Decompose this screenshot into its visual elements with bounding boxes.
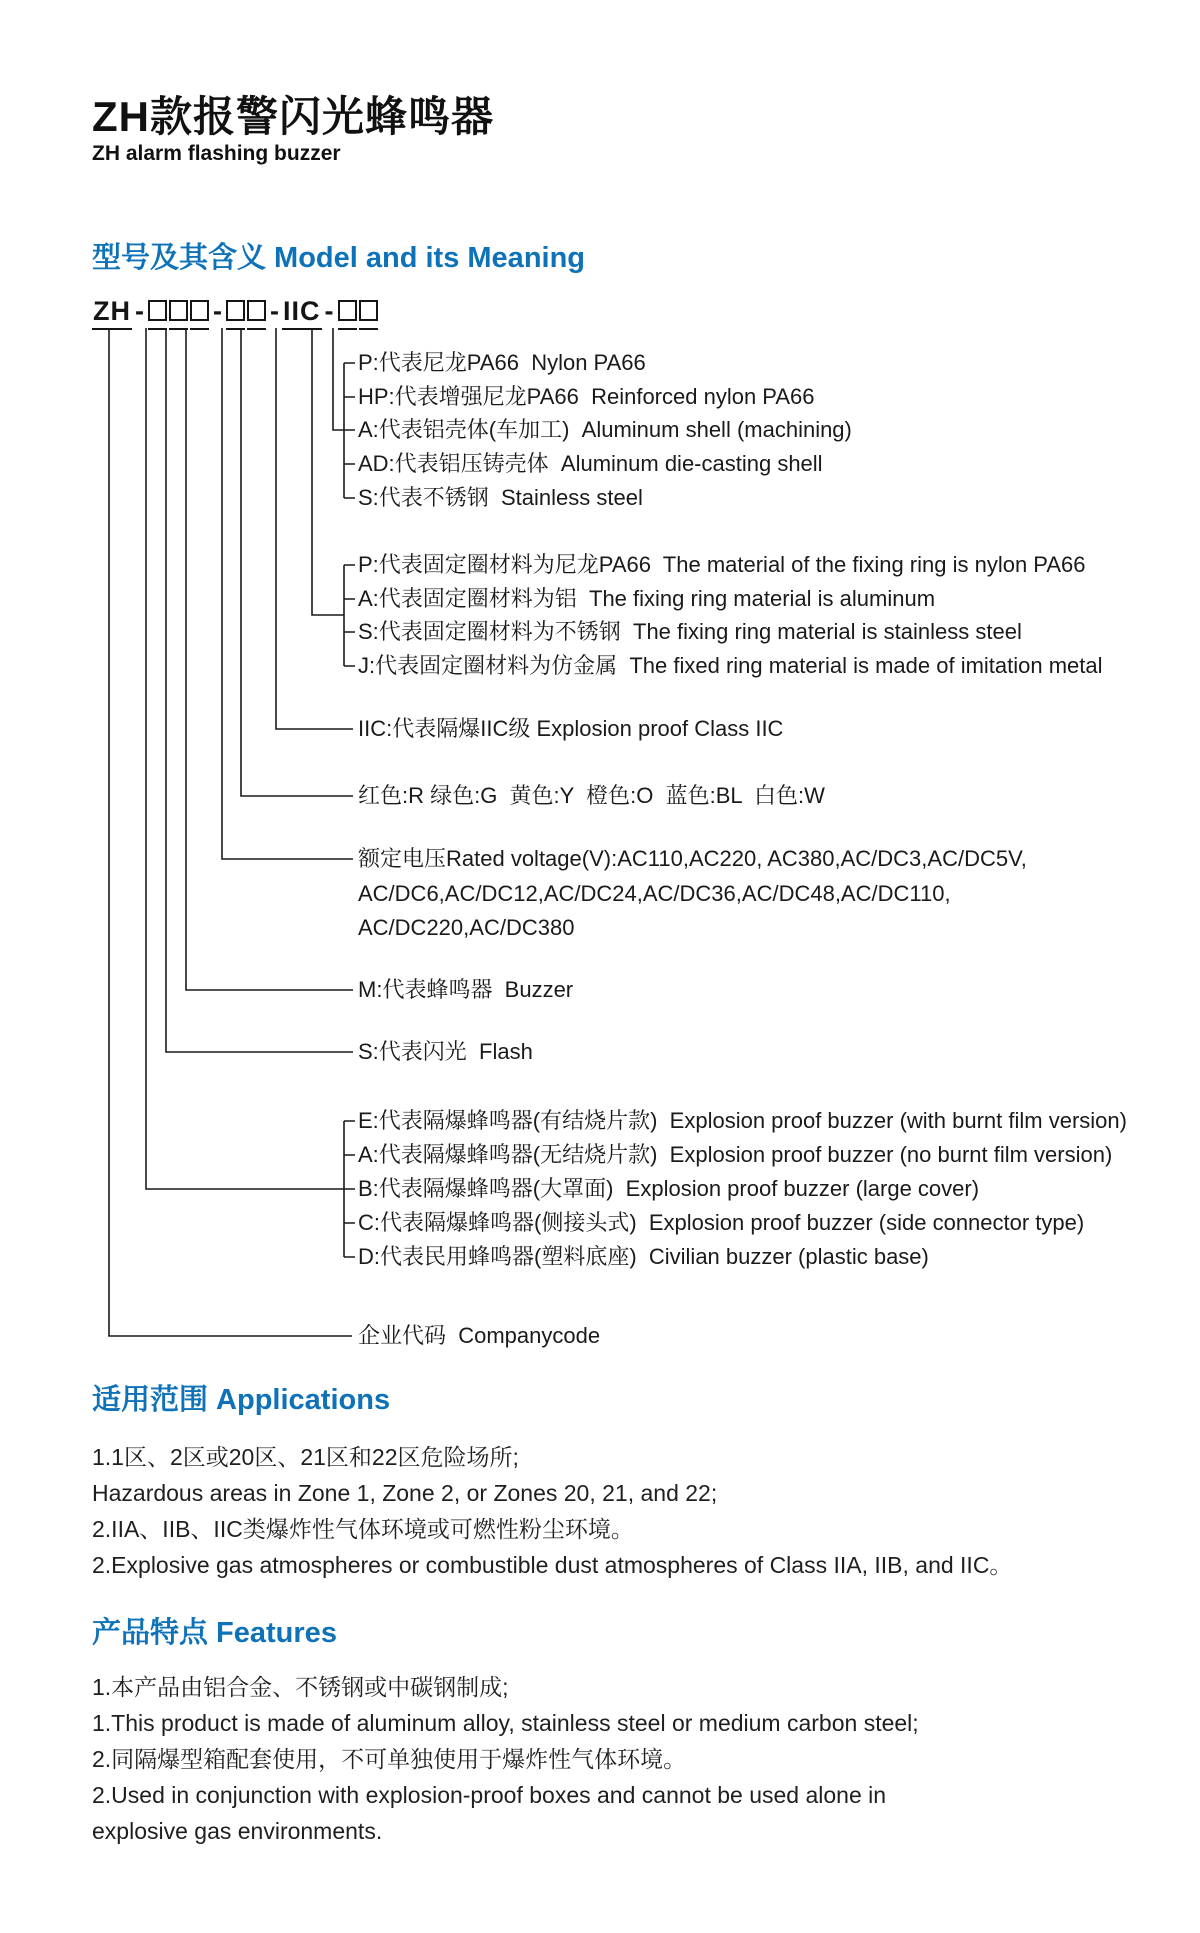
code-box [226, 298, 245, 330]
model-section-heading: 型号及其含义 Model and its Meaning [92, 242, 586, 274]
tree-item-ring-j: J:代表固定圈材料为仿金属 The fixed ring material is made of imitation metal [358, 653, 1103, 678]
tree-item-explosion-class: IIC:代表隔爆IIC级 Explosion proof Class IIC [358, 716, 784, 741]
features-heading: 产品特点 Features [92, 1617, 337, 1649]
features-line: 2.Used in conjunction with explosion-proof boxes and cannot be used alone in [92, 1782, 887, 1808]
tree-item-shell-hp: HP:代表增强尼龙PA66 Reinforced nylon PA66 [358, 384, 815, 409]
applications-line: Hazardous areas in Zone 1, Zone 2, or Zones 20, 21, and 22; [92, 1480, 718, 1506]
tree-item-flash: S:代表闪光 Flash [358, 1039, 533, 1064]
code-segment-iic: IIC [282, 298, 322, 330]
tree-item-type-e: E:代表隔爆蜂鸣器(有结烧片款) Explosion proof buzzer (with burnt film version) [358, 1108, 1127, 1133]
tree-item-type-c: C:代表隔爆蜂鸣器(侧接头式) Explosion proof buzzer (side connector type) [358, 1210, 1085, 1235]
features-line: explosive gas environments. [92, 1818, 383, 1844]
applications-line: 1.1区、2区或20区、21区和22区危险场所; [92, 1444, 519, 1470]
tree-item-voltage-2: AC/DC6,AC/DC12,AC/DC24,AC/DC36,AC/DC48,AC/DC110, [358, 881, 951, 906]
applications-line: 2.Explosive gas atmospheres or combustible dust atmospheres of Class IIA, IIB, and IIC。 [92, 1552, 1013, 1578]
tree-item-ring-p: P:代表固定圈材料为尼龙PA66 The material of the fixing ring is nylon PA66 [358, 552, 1086, 577]
code-box [359, 298, 378, 330]
model-code [92, 296, 379, 336]
tree-item-type-a: A:代表隔爆蜂鸣器(无结烧片款) Explosion proof buzzer (no burnt film version) [358, 1142, 1113, 1167]
code-dash: - [270, 296, 279, 326]
tree-item-shell-a: A:代表铝壳体(车加工) Aluminum shell (machining) [358, 417, 852, 442]
tree-item-type-d: D:代表民用蜂鸣器(塑料底座) Civilian buzzer (plastic base) [358, 1244, 929, 1269]
tree-item-shell-s: S:代表不锈钢 Stainless steel [358, 485, 643, 510]
tree-item-voltage-1: 额定电压Rated voltage(V):AC110,AC220, AC380,AC/DC3,AC/DC5V, [358, 846, 1027, 871]
tree-item-type-b: B:代表隔爆蜂鸣器(大罩面) Explosion proof buzzer (large cover) [358, 1176, 980, 1201]
tree-item-voltage-3: AC/DC220,AC/DC380 [358, 915, 575, 940]
code-dash: - [324, 296, 334, 326]
tree-item-buzzer: M:代表蜂鸣器 Buzzer [358, 977, 574, 1002]
tree-item-color-codes: 红色:R 绿色:G 黄色:Y 橙色:O 蓝色:BL 白色:W [358, 783, 825, 808]
features-section [92, 1616, 1152, 1849]
applications-heading: 适用范围 Applications [92, 1384, 391, 1416]
tree-item-shell-p: P:代表尼龙PA66 Nylon PA66 [358, 350, 646, 375]
tree-item-shell-ad: AD:代表铝压铸壳体 Aluminum die-casting shell [358, 451, 823, 476]
code-segment-zh: ZH [92, 298, 132, 330]
features-line: 1.本产品由铝合金、不锈钢或中碳钢制成; [92, 1674, 509, 1700]
code-dash: - [213, 296, 222, 326]
page-title-en: ZH alarm flashing buzzer [92, 142, 341, 165]
page-title-cn: ZH款报警闪光蜂鸣器 [92, 93, 494, 140]
code-box [190, 298, 209, 330]
code-dash: - [135, 296, 144, 326]
applications-line: 2.IIA、IIB、IIC类爆炸性气体环境或可燃性粉尘环境。 [92, 1516, 634, 1542]
code-box [169, 298, 188, 330]
features-line: 2.同隔爆型箱配套使用，不可单独使用于爆炸性气体环境。 [92, 1746, 687, 1772]
tree-item-company-code: 企业代码 Companycode [358, 1323, 601, 1348]
code-box [338, 298, 357, 330]
code-box [148, 298, 167, 330]
applications-section [92, 1383, 1152, 1583]
features-line: 1.This product is made of aluminum alloy, stainless steel or medium carbon steel; [92, 1710, 919, 1736]
tree-item-ring-s: S:代表固定圈材料为不锈钢 The fixing ring material is stainless steel [358, 619, 1022, 644]
code-box [247, 298, 266, 330]
tree-item-ring-a: A:代表固定圈材料为铝 The fixing ring material is aluminum [358, 586, 936, 611]
